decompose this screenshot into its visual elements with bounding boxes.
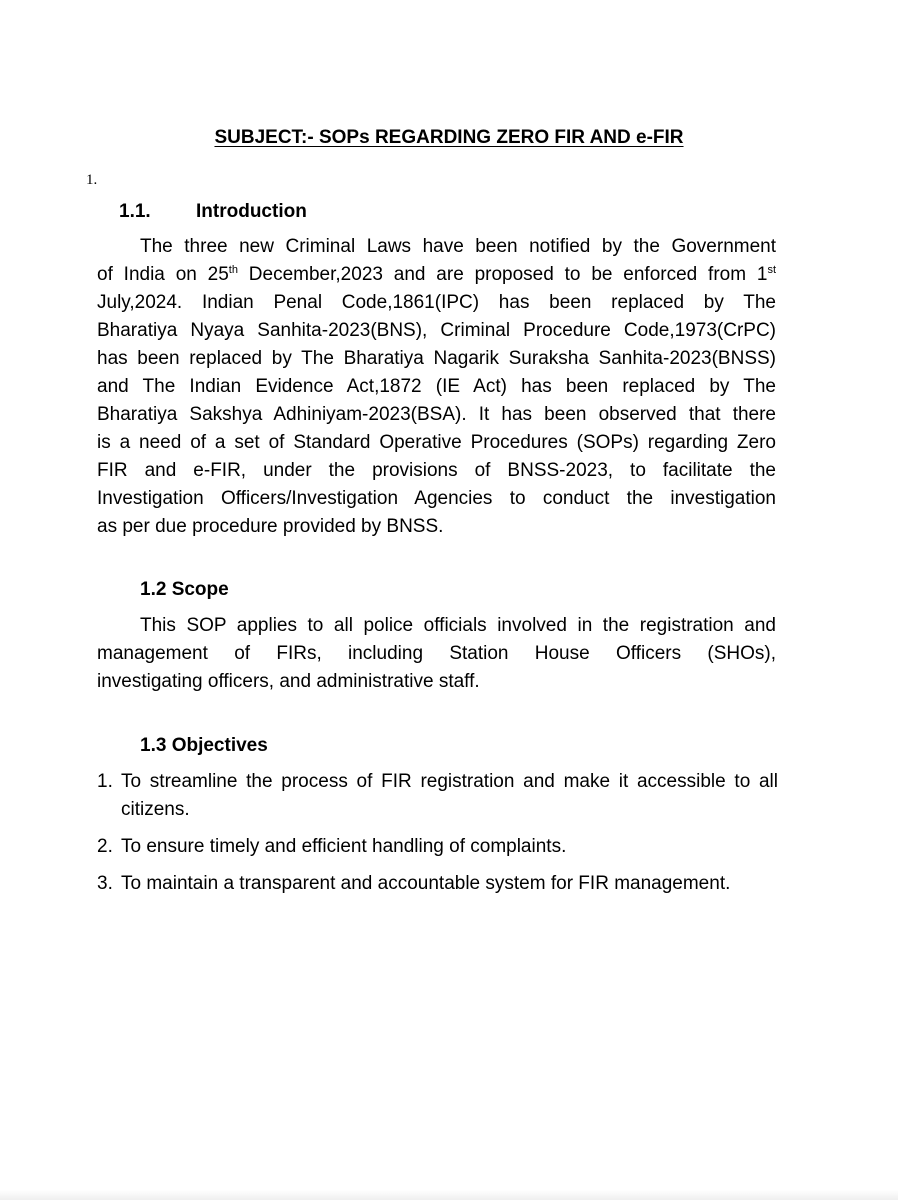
intro-line-8: is a need of a set of Standard Operative Procedures (SOPs) regarding Zero [97,432,776,453]
intro-line-6: and The Indian Evidence Act,1872 (IE Act) has been replaced by The [97,376,776,397]
superscript-th: th [228,264,238,276]
objective-text: To streamline the process of FIR registration and make it accessible to all citizens. [121,771,778,820]
objective-text: To maintain a transparent and accountable system for FIR management. [121,873,731,894]
scope-heading: 1.2 Scope [140,579,229,600]
intro-line-2-b: December,2023 and are proposed to be enforced from 1 [237,264,768,285]
section-list-number: 1. [86,172,98,188]
intro-line-2-a: of India on 25 [97,264,229,285]
objective-number: 3. [97,873,113,894]
intro-line-5: has been replaced by The Bharatiya Nagarik Suraksha Sanhita-2023(BNSS) [97,348,776,369]
list-item [97,870,787,898]
superscript-st: st [767,264,776,276]
intro-line-10: Investigation Officers/Investigation Agencies to conduct the investigation [97,488,776,509]
intro-line-9: FIR and e-FIR, under the provisions of BNSS-2023, to facilitate the [97,460,776,481]
list-item [97,833,787,861]
intro-line-3: July,2024. Indian Penal Code,1861(IPC) has been replaced by The [97,292,776,313]
page-bottom-edge [0,1190,898,1200]
scope-line-2: management of FIRs, including Station House Officers (SHOs), [97,643,776,664]
scope-line-3: investigating officers, and administrative staff. [97,671,480,692]
subject-heading: SUBJECT:- SOPs REGARDING ZERO FIR AND e-FIR [214,127,684,148]
objective-number: 2. [97,836,113,857]
objective-number: 1. [97,771,113,792]
intro-line-7: Bharatiya Sakshya Adhiniyam-2023(BSA). It has been observed that there [97,404,776,425]
objectives-list [97,768,787,907]
introduction-paragraph [97,233,776,541]
intro-line-11: as per due procedure provided by BNSS. [97,516,444,537]
introduction-number: 1.1. [119,201,151,222]
scope-line-1: This SOP applies to all police officials involved in the registration and [140,615,776,636]
objectives-heading: 1.3 Objectives [140,735,268,756]
objective-text: To ensure timely and efficient handling of complaints. [121,836,567,857]
scope-paragraph [97,612,776,696]
intro-line-2 [97,261,776,289]
introduction-heading: Introduction [196,201,307,222]
intro-line-4: Bharatiya Nyaya Sanhita-2023(BNS), Criminal Procedure Code,1973(CrPC) [97,320,776,341]
list-item [97,768,787,824]
intro-line-1: The three new Criminal Laws have been notified by the Government [140,236,776,257]
